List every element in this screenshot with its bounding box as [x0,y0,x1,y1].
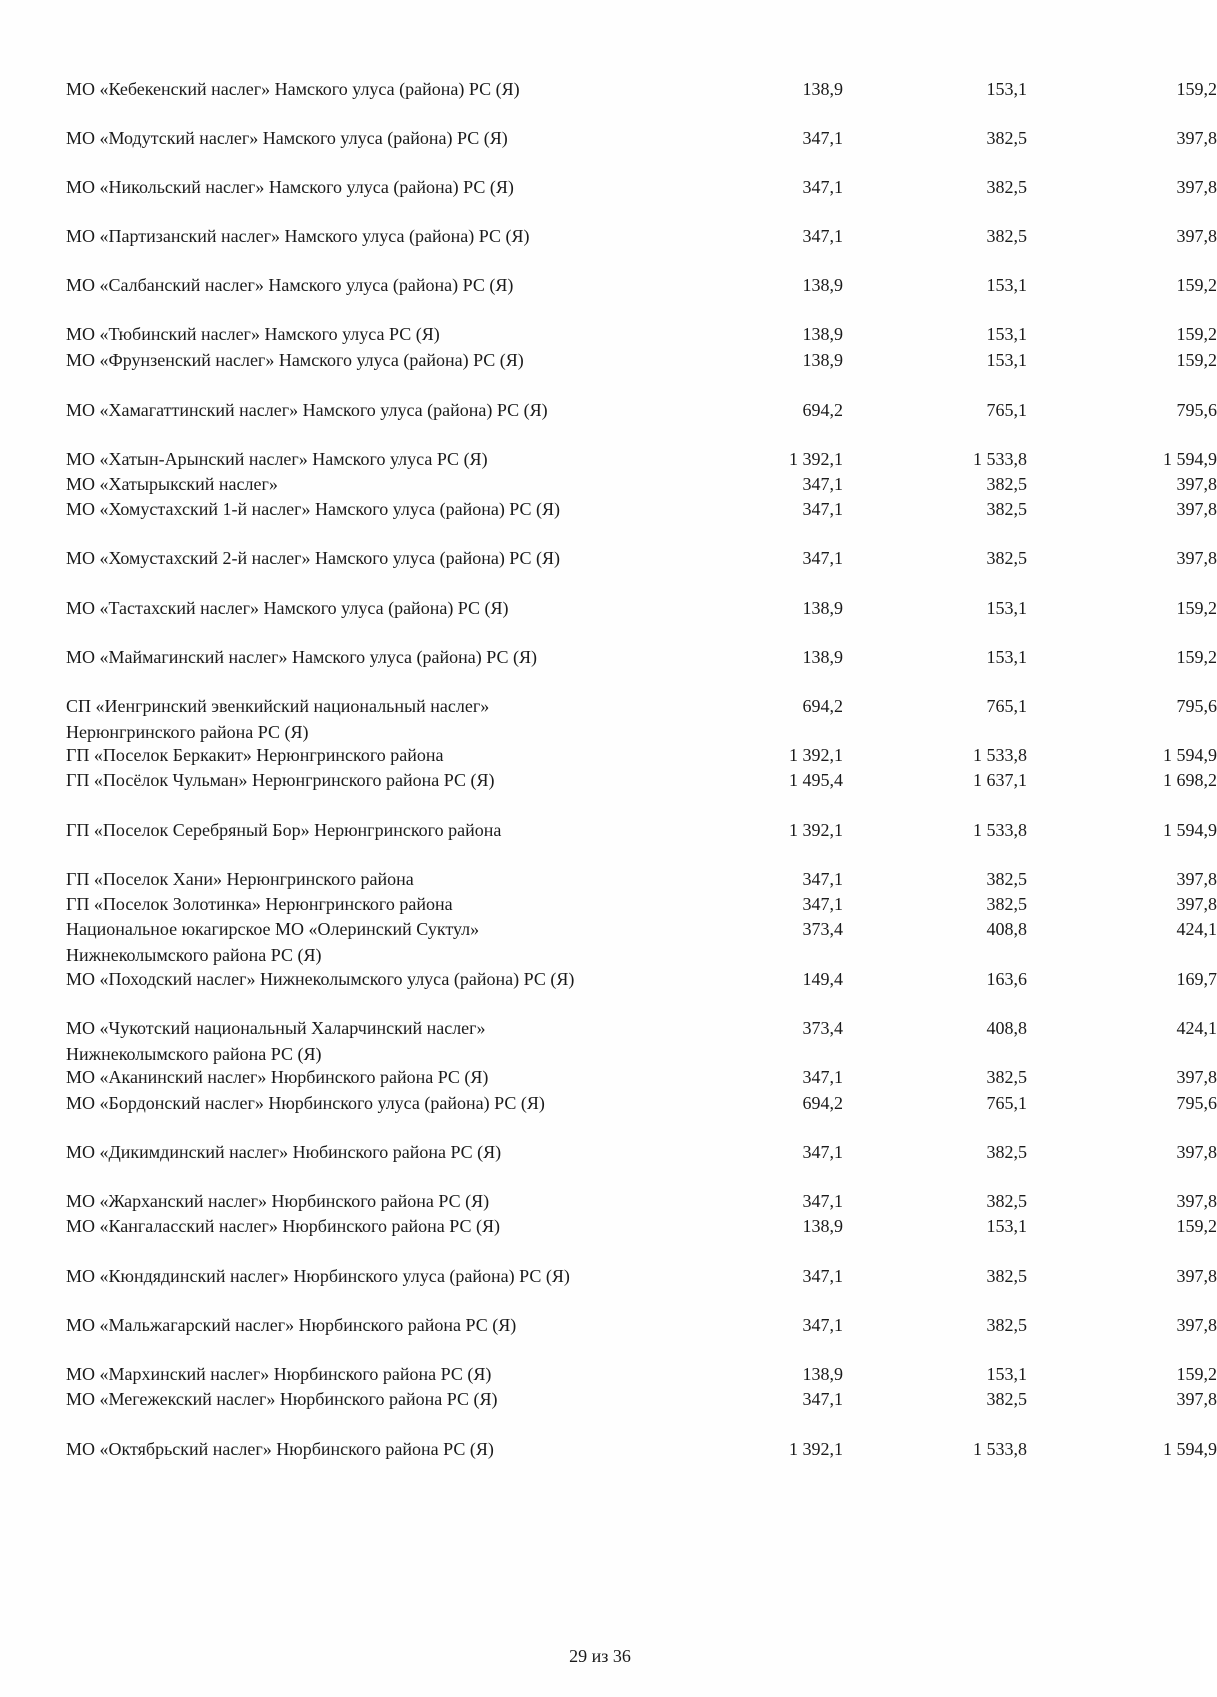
value-year-3: 1 594,9 [1163,820,1217,840]
table-row [66,742,1217,768]
value-year-3: 397,8 [1176,1067,1217,1087]
table-row [66,347,1217,373]
value-year-1: 347,1 [802,1266,843,1286]
municipality-name: МО «Дикимдинский наслег» Нюбинского района РС (Я) [66,1142,502,1162]
table-row [66,76,1217,102]
value-year-3: 397,8 [1176,1389,1217,1409]
value-year-3: 424,1 [1176,919,1217,939]
municipality-name: МО «Салбанский наслег» Намского улуса (района) РС (Я) [66,275,514,295]
municipality-name: Национальное юкагирское МО «Олеринский Суктул» Нижнеколымского района РС (Я) [66,919,480,965]
value-year-2: 1 533,8 [973,1439,1027,1459]
value-year-2: 382,5 [986,1389,1027,1409]
value-year-3: 795,6 [1176,696,1217,716]
value-year-1: 347,1 [802,177,843,197]
value-year-3: 159,2 [1176,324,1217,344]
table-row [66,397,1217,423]
municipality-name: МО «Бордонский наслег» Нюрбинского улуса (района) РС (Я) [66,1093,545,1113]
value-year-2: 765,1 [986,696,1027,716]
value-year-2: 153,1 [986,1216,1027,1236]
table-row [66,174,1217,200]
table-row [66,1436,1217,1462]
municipality-name: МО «Хомустахский 1-й наслег» Намского улуса (района) РС (Я) [66,499,561,519]
value-year-2: 382,5 [986,1266,1027,1286]
value-year-2: 382,5 [986,548,1027,568]
municipality-name: МО «Кангаласский наслег» Нюрбинского района РС (Я) [66,1216,500,1236]
municipality-name: МО «Хамагаттинский наслег» Намского улуса (района) РС (Я) [66,400,548,420]
value-year-1: 138,9 [802,324,843,344]
value-year-3: 397,8 [1176,226,1217,246]
table-row [66,1386,1217,1412]
table-row [66,1188,1217,1214]
table-row [66,767,1217,793]
value-year-1: 1 392,1 [789,820,843,840]
table-row [66,817,1217,843]
table-row [66,1090,1217,1116]
value-year-2: 382,5 [986,869,1027,889]
municipality-name: МО «Партизанский наслег» Намского улуса (района) РС (Я) [66,226,530,246]
value-year-2: 1 637,1 [973,770,1027,790]
municipality-name: МО «Мегежекский наслег» Нюрбинского района РС (Я) [66,1389,498,1409]
value-year-1: 347,1 [802,894,843,914]
municipality-name: ГП «Поселок Серебряный Бор» Нерюнгринского района [66,820,502,840]
municipality-name: МО «Походский наслег» Нижнеколымского улуса (района) РС (Я) [66,969,575,989]
value-year-3: 1 594,9 [1163,449,1217,469]
value-year-2: 153,1 [986,350,1027,370]
value-year-3: 397,8 [1176,177,1217,197]
value-year-3: 1 698,2 [1163,770,1217,790]
value-year-1: 138,9 [802,350,843,370]
value-year-2: 153,1 [986,647,1027,667]
value-year-3: 795,6 [1176,400,1217,420]
table-row [66,321,1217,347]
table-row [66,446,1217,472]
value-year-1: 1 495,4 [789,770,843,790]
value-year-1: 347,1 [802,869,843,889]
table-row [66,891,1217,917]
value-year-1: 138,9 [802,275,843,295]
table-row [66,595,1217,621]
value-year-1: 347,1 [802,1315,843,1335]
value-year-3: 1 594,9 [1163,1439,1217,1459]
municipality-name: МО «Чукотский национальный Халарчинский наслег» Нижнеколымского района РС (Я) [66,1018,486,1064]
value-year-3: 169,7 [1176,969,1217,989]
table-row [66,496,1217,522]
value-year-1: 138,9 [802,598,843,618]
value-year-3: 397,8 [1176,548,1217,568]
value-year-1: 373,4 [802,1018,843,1038]
municipality-name: МО «Кебекенский наслег» Намского улуса (района) РС (Я) [66,79,520,99]
page-number: 29 из 36 [569,1646,631,1666]
value-year-1: 347,1 [802,1142,843,1162]
value-year-3: 397,8 [1176,1191,1217,1211]
value-year-3: 397,8 [1176,499,1217,519]
table-row [66,966,1217,992]
value-year-1: 138,9 [802,647,843,667]
value-year-2: 163,6 [986,969,1027,989]
value-year-1: 347,1 [802,474,843,494]
municipality-name: МО «Хомустахский 2-й наслег» Намского улуса (района) РС (Я) [66,548,561,568]
value-year-2: 1 533,8 [973,820,1027,840]
table-row [66,866,1217,892]
municipality-name: МО «Фрунзенский наслег» Намского улуса (района) РС (Я) [66,350,524,370]
value-year-2: 382,5 [986,1191,1027,1211]
value-year-2: 382,5 [986,1142,1027,1162]
value-year-2: 408,8 [986,1018,1027,1038]
value-year-2: 765,1 [986,400,1027,420]
value-year-3: 159,2 [1176,275,1217,295]
value-year-2: 382,5 [986,474,1027,494]
value-year-3: 397,8 [1176,1315,1217,1335]
value-year-3: 159,2 [1176,1216,1217,1236]
value-year-1: 149,4 [802,969,843,989]
value-year-3: 1 594,9 [1163,745,1217,765]
value-year-3: 397,8 [1176,474,1217,494]
value-year-2: 382,5 [986,226,1027,246]
value-year-1: 347,1 [802,1067,843,1087]
value-year-1: 694,2 [802,400,843,420]
table-row [66,1064,1217,1090]
table-row [66,644,1217,670]
value-year-1: 347,1 [802,548,843,568]
value-year-2: 382,5 [986,1315,1027,1335]
table-row [66,223,1217,249]
value-year-1: 1 392,1 [789,745,843,765]
table-row [66,272,1217,298]
value-year-2: 765,1 [986,1093,1027,1113]
table-row [66,1312,1217,1338]
value-year-2: 408,8 [986,919,1027,939]
value-year-3: 159,2 [1176,1364,1217,1384]
municipality-name: СП «Иенгринский эвенкийский национальный наслег» Нерюнгринского района РС (Я) [66,696,490,742]
municipality-name: МО «Тюбинский наслег» Намского улуса РС (Я) [66,324,440,344]
value-year-3: 795,6 [1176,1093,1217,1113]
value-year-1: 373,4 [802,919,843,939]
municipality-name: МО «Маймагинский наслег» Намского улуса (района) РС (Я) [66,647,537,667]
value-year-3: 397,8 [1176,128,1217,148]
value-year-2: 382,5 [986,1067,1027,1087]
value-year-2: 1 533,8 [973,745,1027,765]
value-year-2: 382,5 [986,499,1027,519]
table-row [66,1361,1217,1387]
municipality-name: ГП «Поселок Беркакит» Нерюнгринского района [66,745,444,765]
table-row [66,916,1217,968]
value-year-1: 694,2 [802,1093,843,1113]
municipality-name: МО «Жарханский наслег» Нюрбинского района РС (Я) [66,1191,490,1211]
value-year-3: 159,2 [1176,598,1217,618]
municipality-name: МО «Октябрьский наслег» Нюрбинского района РС (Я) [66,1439,494,1459]
table-row [66,1213,1217,1239]
municipality-name: МО «Кюндядинский наслег» Нюрбинского улуса (района) РС (Я) [66,1266,570,1286]
value-year-2: 153,1 [986,324,1027,344]
table-row [66,693,1217,745]
table-row [66,1263,1217,1289]
table-row [66,125,1217,151]
municipality-name: МО «Тастахский наслег» Намского улуса (района) РС (Я) [66,598,509,618]
table-row [66,1139,1217,1165]
value-year-1: 694,2 [802,696,843,716]
value-year-1: 1 392,1 [789,1439,843,1459]
value-year-3: 397,8 [1176,1142,1217,1162]
table-row [66,471,1217,497]
municipality-name: МО «Модутский наслег» Намского улуса (района) РС (Я) [66,128,508,148]
value-year-3: 159,2 [1176,79,1217,99]
municipality-name: МО «Хатырыкский наслег» [66,474,278,494]
municipality-name: ГП «Поселок Хани» Нерюнгринского района [66,869,414,889]
value-year-1: 347,1 [802,226,843,246]
value-year-3: 397,8 [1176,869,1217,889]
value-year-1: 138,9 [802,1364,843,1384]
table-row [66,1015,1217,1067]
value-year-1: 347,1 [802,1389,843,1409]
value-year-2: 382,5 [986,128,1027,148]
value-year-2: 153,1 [986,275,1027,295]
value-year-3: 159,2 [1176,350,1217,370]
municipality-name: ГП «Поселок Золотинка» Нерюнгринского района [66,894,453,914]
value-year-1: 347,1 [802,499,843,519]
value-year-3: 424,1 [1176,1018,1217,1038]
value-year-1: 138,9 [802,1216,843,1236]
value-year-3: 159,2 [1176,647,1217,667]
value-year-3: 397,8 [1176,1266,1217,1286]
value-year-2: 382,5 [986,177,1027,197]
value-year-1: 1 392,1 [789,449,843,469]
value-year-2: 153,1 [986,1364,1027,1384]
municipality-name: МО «Никольский наслег» Намского улуса (района) РС (Я) [66,177,514,197]
value-year-1: 138,9 [802,79,843,99]
value-year-1: 347,1 [802,128,843,148]
value-year-2: 153,1 [986,598,1027,618]
value-year-3: 397,8 [1176,894,1217,914]
value-year-2: 382,5 [986,894,1027,914]
municipality-name: МО «Мальжагарский наслег» Нюрбинского района РС (Я) [66,1315,517,1335]
municipality-name: МО «Аканинский наслег» Нюрбинского района РС (Я) [66,1067,489,1087]
table-row [66,545,1217,571]
value-year-2: 1 533,8 [973,449,1027,469]
municipality-name: МО «Мархинский наслег» Нюрбинского района РС (Я) [66,1364,492,1384]
value-year-1: 347,1 [802,1191,843,1211]
municipality-name: МО «Хатын-Арынский наслег» Намского улуса РС (Я) [66,449,488,469]
value-year-2: 153,1 [986,79,1027,99]
municipality-name: ГП «Посёлок Чульман» Нерюнгринского района РС (Я) [66,770,495,790]
